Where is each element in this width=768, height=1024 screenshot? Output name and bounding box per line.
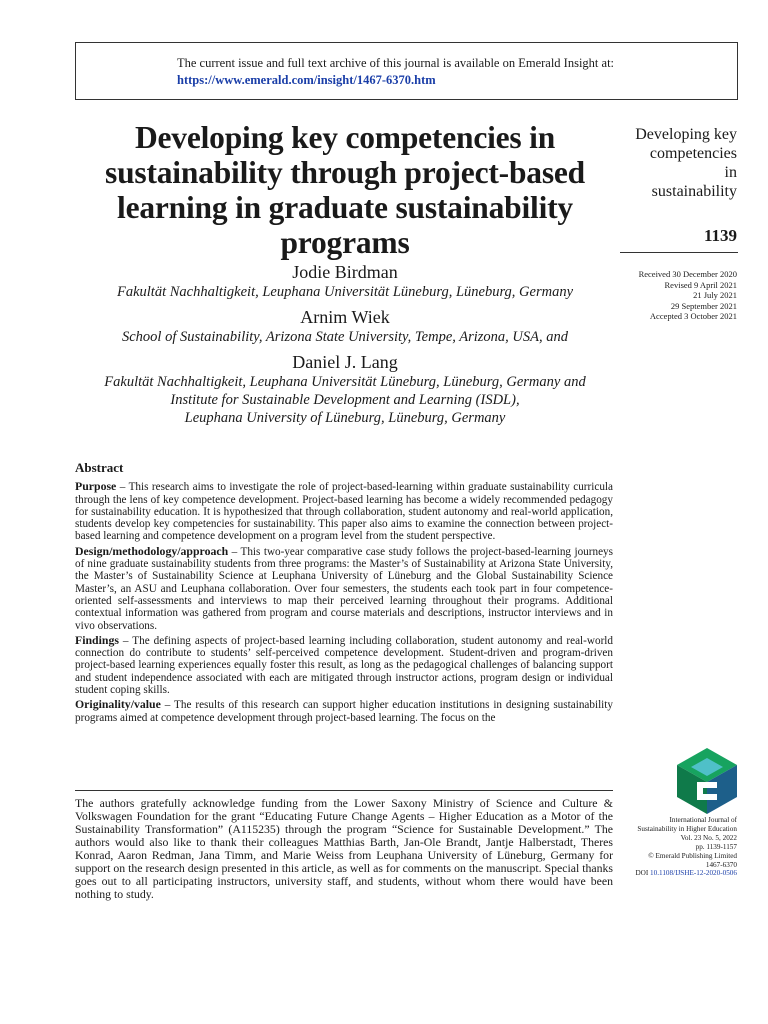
abstract-section-text: – This two-year comparative case study follows the project-based-learning journeys of nine graduate sustainability students from three programs: the Master’s of Sustainability at Arizona State University, the Master’s of Sustainability Science at Leuphana University of Lüneburg and the Global Sustainability Science Master’s, an ASU and Leuphana collaboration. Over four semesters, the students each took part in four competence-oriented self-assessments and interviews to map their perceived learning throughout their programs. Additional contextual information was gathered from program and course materials and descriptions, instructor interviews and in vivo observations. (75, 545, 613, 632)
journal-citation (615, 816, 737, 878)
abstract-section-text: – This research aims to investigate the role of project-based-learning within graduate sustainability curricula through the lens of key competence development. Project-based learning has become a widely recommended pedagogy for sustainability education. It is hypothesized that through collaboration, student autonomy and real-world application, students develop key competencies for sustainability. This paper also aims to examine the connection between project-based learning and competence development on a program level from the student perspective. (75, 481, 613, 543)
author-affiliation: Fakultät Nachhaltigkeit, Leuphana Universität Lüneburg, Lüneburg, Germany (116, 284, 574, 300)
abstract-section-label: Findings (75, 632, 119, 647)
doi-label: DOI (635, 869, 649, 878)
sidebar-divider (620, 252, 738, 253)
author-name: Arnim Wiek (300, 307, 390, 327)
author-name: Daniel J. Lang (292, 352, 398, 372)
acknowledgement-footnote: The authors gratefully acknowledge funding from the Lower Saxony Ministry of Science and Culture & Volkswagen Foundation for the grant “Educating Future Change Agents – Higher Education as a Motor of the Sustainability Transformation” (A115235) through the program “Science for Sustainable Development.” The authors would also like to thank their colleagues Matthias Barth, Jan-Ole Brandt, Jantje Halberstadt, Theres Konrad, Aaron Redman, Jana Timm, and Marie Weiss from Leuphana University of Lüneburg, Germany for support on the research design presented in this article, as well as for comments on the manuscript. Special thanks goes out to all participating instructors, university staff, and students, without whom there would have been nothing to study. (75, 796, 613, 901)
abstract-section-findings (75, 634, 613, 696)
notice-text: The current issue and full text archive of this journal is available on Emerald Insight at: (177, 56, 615, 70)
journal-line: Sustainability in Higher Education (637, 824, 737, 833)
author-affiliation: Fakultät Nachhaltigkeit, Leuphana Universität Lüneburg, Lüneburg, Germany and (104, 374, 586, 390)
running-title-line: Developing key (635, 126, 737, 143)
journal-line: pp. 1139-1157 (695, 842, 737, 851)
footnote-divider (75, 790, 613, 791)
abstract-section-design (75, 545, 613, 632)
submission-dates (615, 269, 737, 322)
abstract-section-text: – The results of this research can support higher education institutions in designing sustainability programs aimed at competence development through project-based learning. The focus on the (75, 699, 613, 724)
abstract-section-label: Design/methodology/approach (75, 543, 229, 558)
author-block (75, 307, 615, 346)
abstract-section-text: – The defining aspects of project-based learning including collaboration, student autonomy and real-world connection do contribute to students’ self-perceived competence development. Student-driven and program-driven project-based learning experiences equally foster this result, as long as the pedagogical challenges of balancing support and student independence associated with each are mitigated through instructor actions, program design or individual student coping skills. (75, 634, 613, 697)
journal-url-link[interactable]: https://www.emerald.com/insight/1467-6370.htm (177, 73, 436, 87)
date-line: Accepted 3 October 2021 (649, 311, 737, 321)
journal-line: © Emerald Publishing Limited (648, 851, 737, 860)
article-title: Developing key competencies in sustainability through project-based learning in graduate sustainability programs (105, 120, 585, 260)
author-affiliation: Leuphana University of Lüneburg, Lüneburg, Germany (184, 410, 506, 426)
journal-line: 1467-6370 (705, 860, 737, 869)
abstract-section-originality (75, 698, 613, 724)
abstract (75, 462, 613, 783)
author-affiliation: School of Sustainability, Arizona State University, Tempe, Arizona, USA, and (121, 329, 568, 345)
abstract-body (75, 480, 613, 783)
running-title-line: in (724, 164, 737, 181)
abstract-section-label: Purpose (75, 480, 117, 494)
author-affiliation: Institute for Sustainable Development and Learning (ISDL), (170, 392, 520, 408)
date-line: Received 30 December 2020 (638, 269, 737, 279)
doi-line (615, 869, 737, 878)
running-title-line: competencies (649, 145, 737, 162)
author-name: Jodie Birdman (292, 262, 398, 282)
author-block (75, 262, 615, 301)
journal-line: Vol. 23 No. 5, 2022 (680, 833, 737, 842)
emerald-publishing-logo-icon (677, 748, 737, 814)
author-block (75, 352, 615, 427)
journal-notice-box (75, 42, 738, 100)
date-line: Revised 9 April 2021 (664, 279, 737, 290)
date-line: 29 September 2021 (670, 300, 737, 311)
date-line: 21 July 2021 (693, 290, 737, 300)
page-number: 1139 (703, 226, 737, 245)
running-title-line: sustainability (651, 183, 737, 200)
abstract-section-label: Originality/value (75, 697, 161, 712)
running-title (620, 125, 737, 201)
abstract-heading: Abstract (75, 460, 124, 475)
author-list (75, 262, 615, 433)
journal-line: International Journal of (669, 816, 737, 824)
abstract-section-purpose (75, 480, 613, 542)
doi-link[interactable]: 10.1108/IJSHE-12-2020-0506 (650, 869, 737, 878)
